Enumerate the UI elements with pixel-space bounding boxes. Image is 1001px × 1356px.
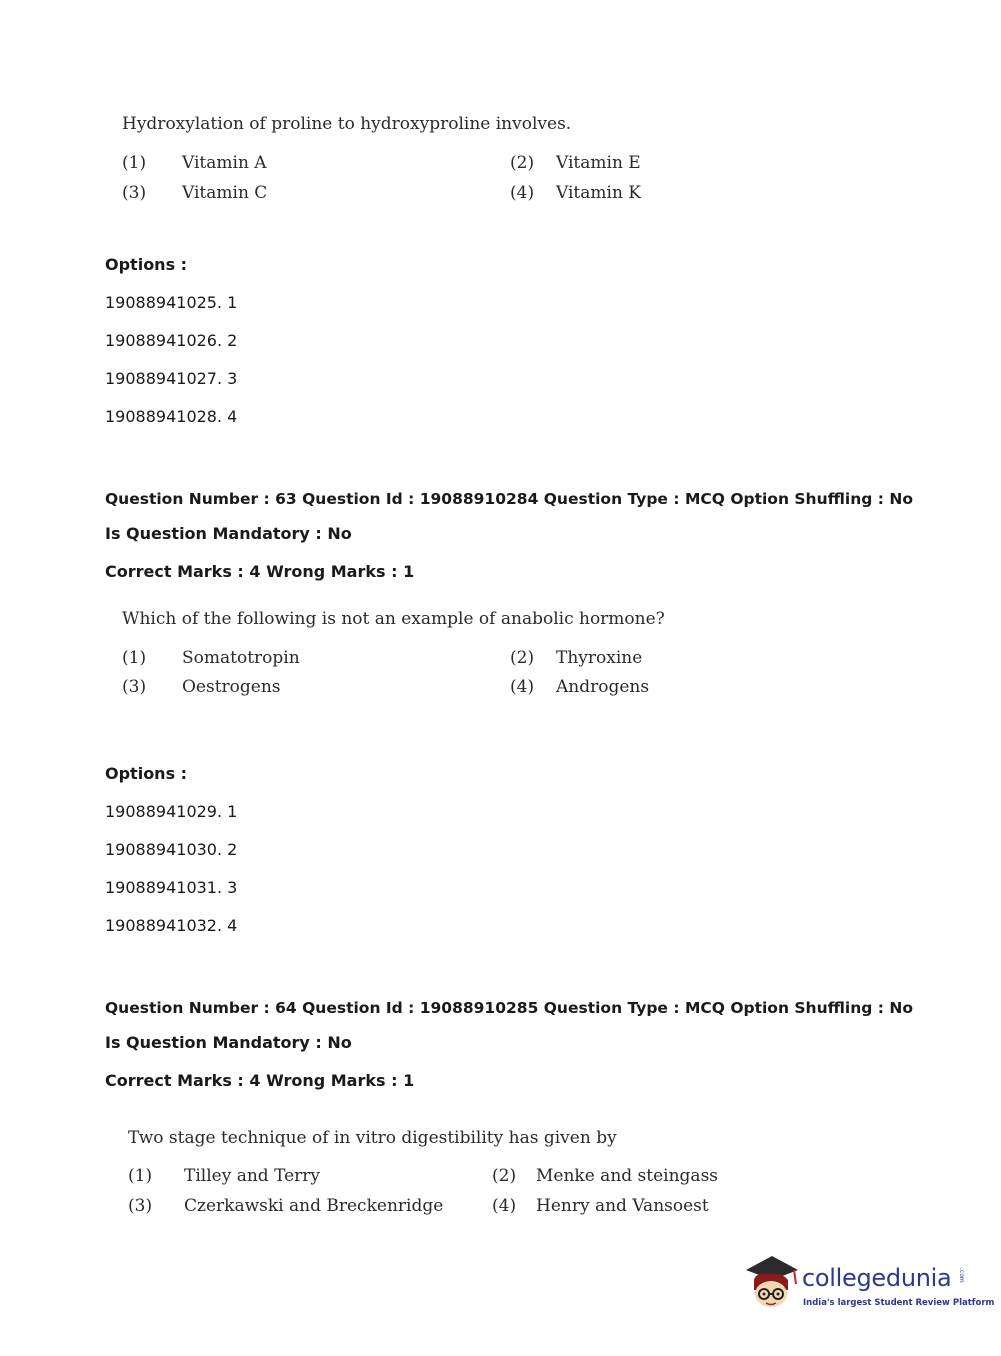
- option-id: 19088941032. 4: [105, 916, 238, 935]
- choice-number: (3): [122, 183, 147, 203]
- option-id: 19088941031. 3: [105, 878, 238, 897]
- choice-label: Androgens: [556, 677, 650, 697]
- question-mandatory: Is Question Mandatory : No: [105, 1033, 352, 1052]
- question-marks: Correct Marks : 4 Wrong Marks : 1: [105, 1071, 415, 1090]
- option-id: 19088941026. 2: [105, 331, 238, 350]
- choice-label: Vitamin K: [556, 183, 641, 203]
- choice-number: (4): [492, 1196, 517, 1216]
- option-id: 19088941027. 3: [105, 369, 238, 388]
- option-id: 19088941029. 1: [105, 802, 238, 821]
- logo-wordmark: collegedunia: [802, 1264, 952, 1292]
- question-header: Question Number : 64 Question Id : 19088910285 Question Type : MCQ Option Shuffling : No: [105, 999, 913, 1017]
- graduate-mascot-icon: [742, 1250, 802, 1312]
- question-text: Hydroxylation of proline to hydroxyproline involves.: [122, 114, 572, 134]
- question-mandatory: Is Question Mandatory : No: [105, 524, 352, 543]
- choice-label: Vitamin E: [556, 153, 641, 173]
- choice-label: Thyroxine: [556, 648, 643, 668]
- question-text: Which of the following is not an example of anabolic hormone?: [122, 609, 665, 629]
- choice-number: (3): [128, 1196, 153, 1216]
- options-heading: Options :: [105, 255, 188, 274]
- choice-number: (1): [128, 1166, 153, 1186]
- choice-label: Vitamin A: [182, 153, 267, 173]
- option-id: 19088941030. 2: [105, 840, 238, 859]
- choice-number: (1): [122, 153, 147, 173]
- question-text: Two stage technique of in vitro digestibility has given by: [128, 1128, 617, 1148]
- choice-number: (2): [510, 153, 535, 173]
- choice-number: (2): [492, 1166, 517, 1186]
- choice-label: Henry and Vansoest: [536, 1196, 709, 1216]
- options-heading: Options :: [105, 764, 188, 783]
- question-header: Question Number : 63 Question Id : 19088910284 Question Type : MCQ Option Shuffling : No: [105, 490, 913, 508]
- choice-number: (1): [122, 648, 147, 668]
- choice-label: Czerkawski and Breckenridge: [184, 1196, 444, 1216]
- choice-label: Tilley and Terry: [184, 1166, 321, 1186]
- option-id: 19088941025. 1: [105, 293, 238, 312]
- choice-label: Menke and steingass: [536, 1166, 719, 1186]
- option-id: 19088941028. 4: [105, 407, 238, 426]
- choice-label: Oestrogens: [182, 677, 281, 697]
- choice-number: (3): [122, 677, 147, 697]
- choice-label: Vitamin C: [182, 183, 268, 203]
- question-marks: Correct Marks : 4 Wrong Marks : 1: [105, 562, 415, 581]
- choice-label: Somatotropin: [182, 648, 300, 668]
- choice-number: (4): [510, 677, 535, 697]
- choice-number: (4): [510, 183, 535, 203]
- logo-tagline: India's largest Student Review Platform: [803, 1298, 995, 1308]
- choice-number: (2): [510, 648, 535, 668]
- collegedunia-logo[interactable]: [742, 1250, 995, 1320]
- logo-suffix: .com: [958, 1268, 965, 1283]
